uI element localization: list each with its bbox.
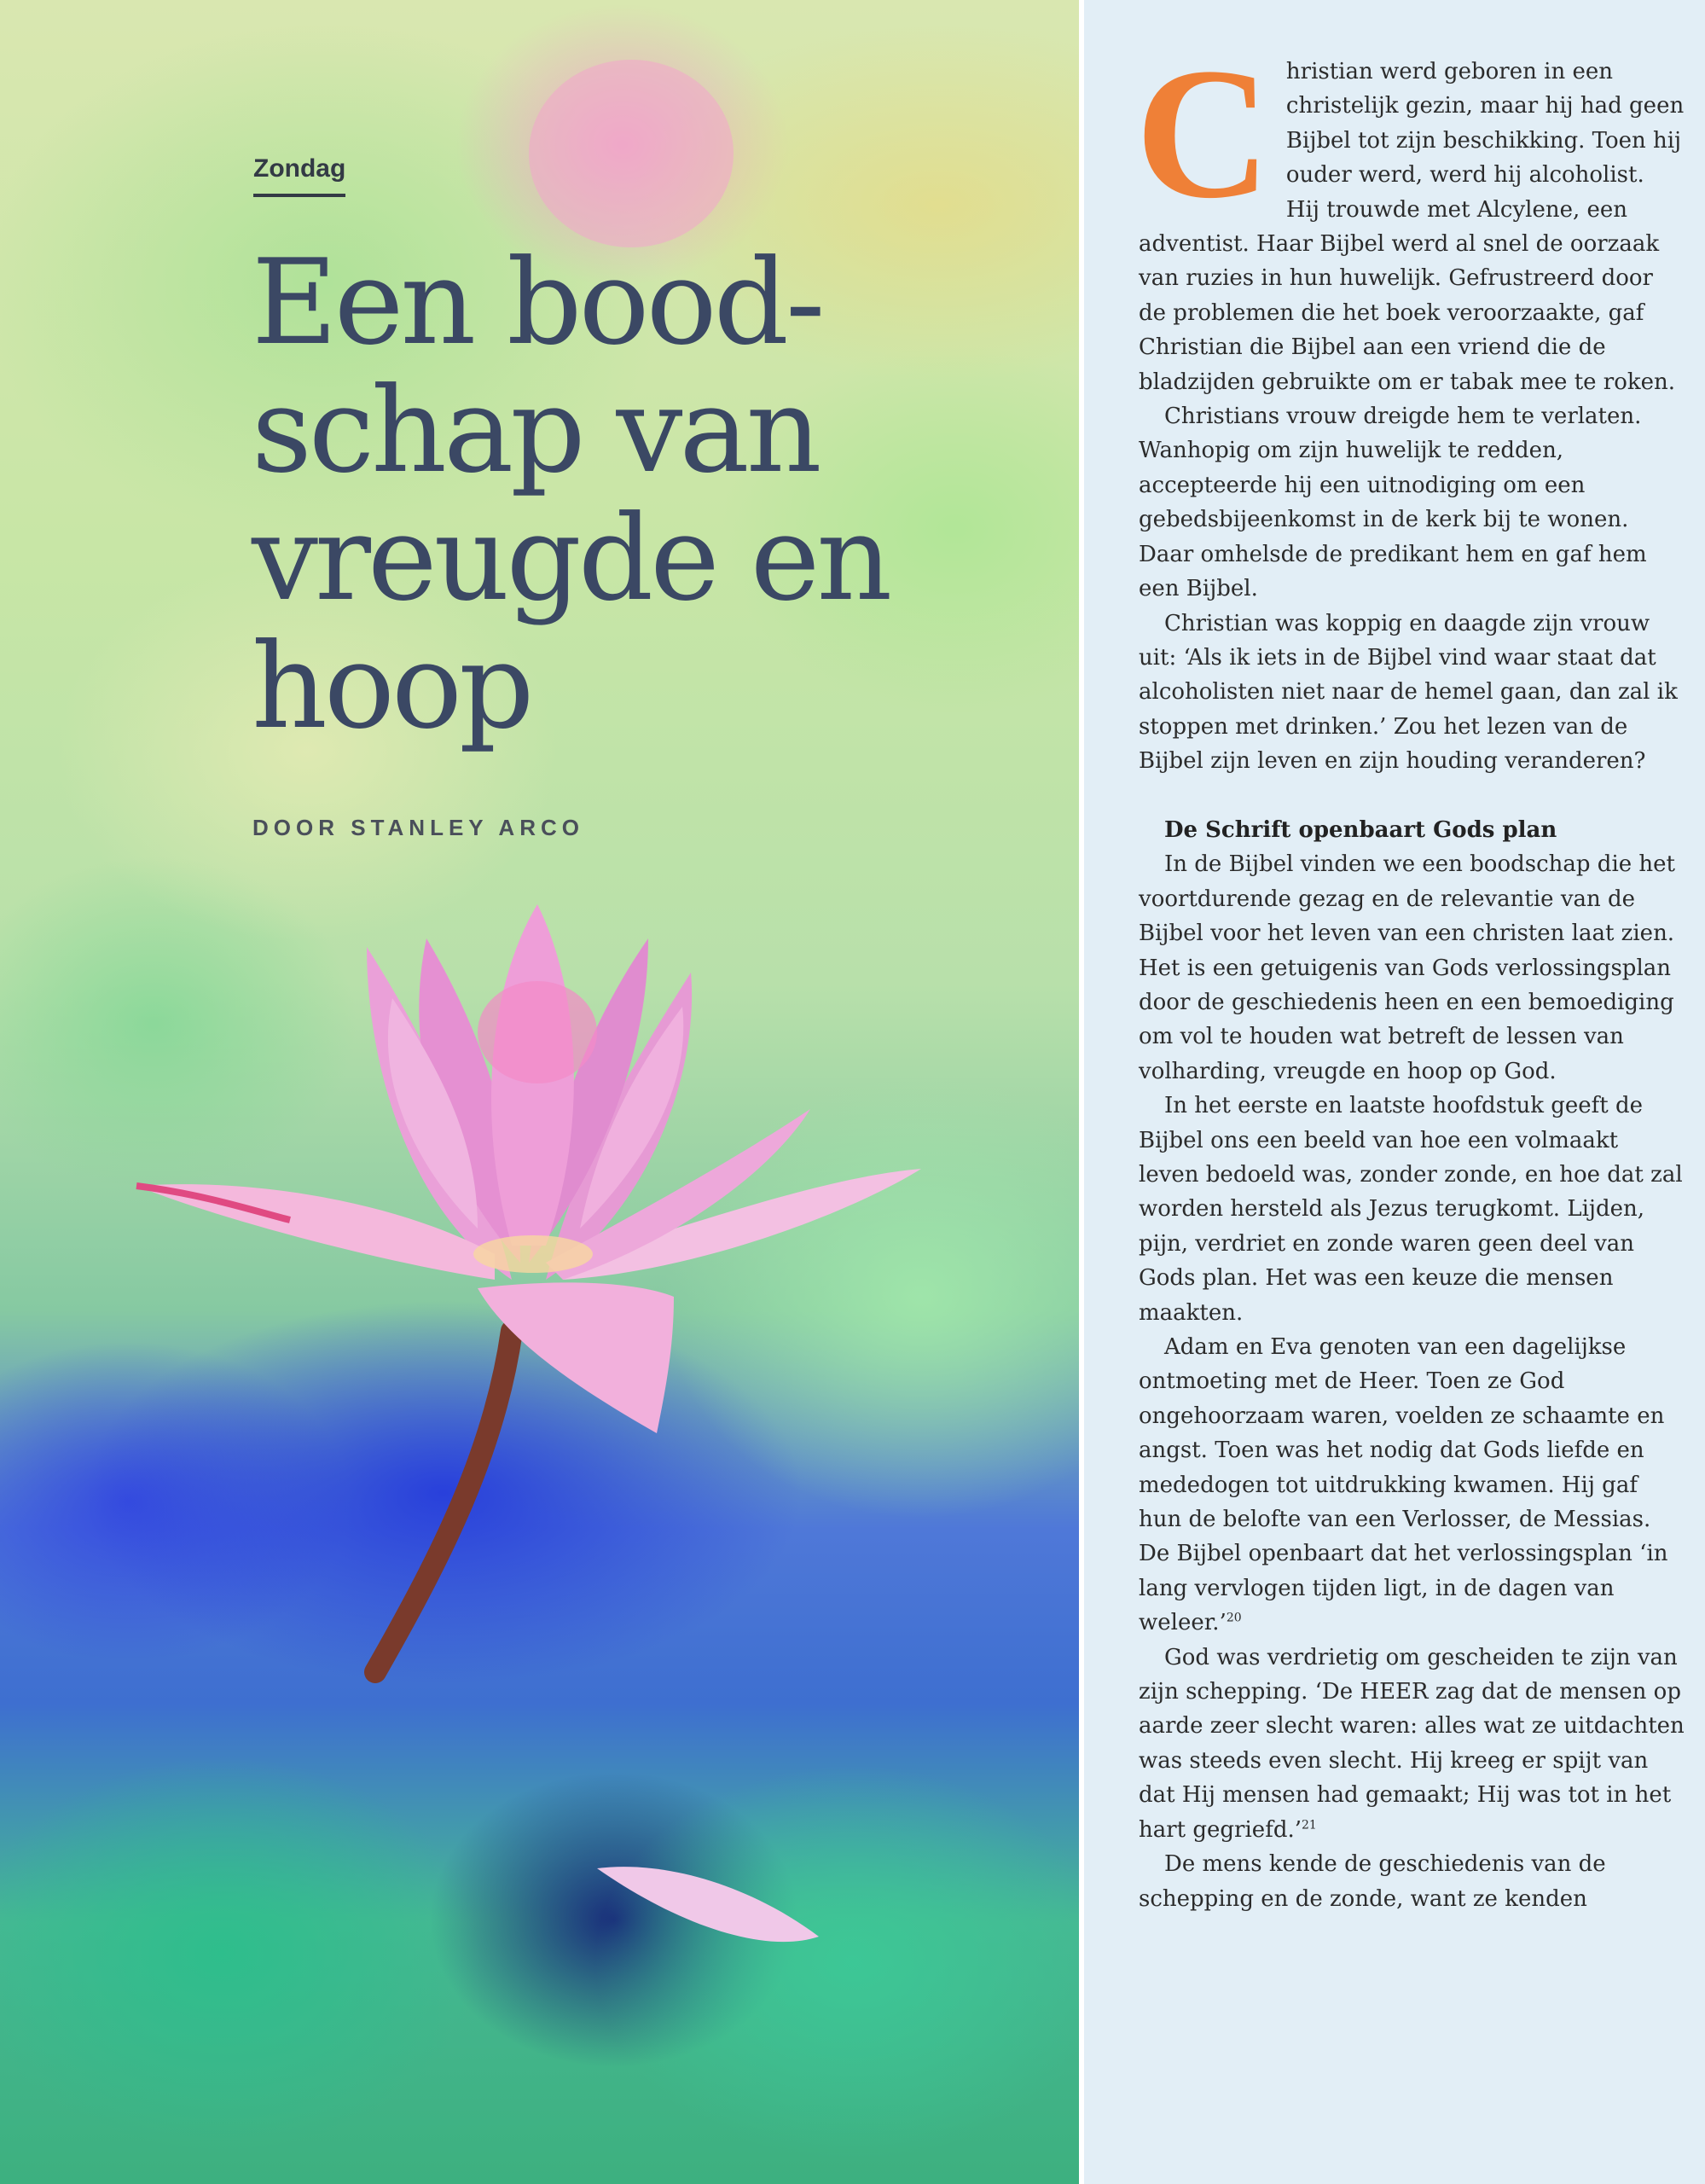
- article-paragraph: In het eerste en laatste hoofdstuk geeft de Bijbel ons een beeld van hoe een volmaakt leven bedoeld was, zonder zonde, en hoe dat zal worden hersteld als Jezus terugkomt. Lijden, pijn, verdriet en zonde waren geen deel van Gods plan. Het was een keuze die mensen maakten.: [1139, 1093, 1683, 1326]
- article-body: [1135, 29, 1685, 1916]
- headline-line: hoop: [252, 618, 531, 755]
- article-paragraph: De mens kende de geschiedenis van de schepping en de zonde, want ze kenden: [1139, 1851, 1606, 1912]
- headline-line: Een bood-: [252, 234, 822, 371]
- article-paragraph: hristian werd geboren in een christelijk gezin, maar hij had geen Bijbel tot zijn beschikking. Toen hij ouder werd, werd hij alcoholist. Hij trouwde met Alcylene, een adventist. Haar Bijbel werd al snel de oorzaak van ruzies in hun huwelijk. Gefrustreerd door de problemen die het boek veroorzaakte, gaf Christian die Bijbel aan een vriend die de bladzijden gebruikte om er tabak mee te roken.: [1139, 59, 1685, 395]
- paragraph-text: God was verdrietig om gescheiden te zijn van zijn schepping. ‘De HEER zag dat de mensen op aarde zeer slecht waren: alles wat ze uitdachten was steeds even slecht. Hij kreeg er spijt van dat Hij mensen had gemaakt; Hij was tot in het hart gegriefd.’: [1139, 1644, 1685, 1843]
- drop-cap: C: [1135, 29, 1271, 237]
- footnote-marker: 20: [1226, 1611, 1242, 1625]
- article-subheading: De Schrift openbaart Gods plan: [1164, 816, 1557, 843]
- article-paragraph: [1139, 1330, 1685, 1641]
- article-paragraph: [1139, 1641, 1685, 1847]
- article-column: [1084, 0, 1705, 2184]
- headline-line: schap van: [252, 362, 819, 499]
- section-label: Zondag: [253, 156, 345, 197]
- footnote-marker: 21: [1302, 1818, 1317, 1833]
- article-paragraph: Christian was koppig en daagde zijn vrouw uit: ‘Als ik iets in de Bijbel vind waar staat dat alcoholisten niet naar de hemel gaan, dan zal ik stoppen met drinken.’ Zou het lezen van de Bijbel zijn leven en zijn houding veranderen?: [1139, 610, 1678, 775]
- headline-line: vreugde en: [252, 490, 890, 627]
- article-headline: [252, 234, 934, 755]
- article-paragraph: In de Bijbel vinden we een boodschap die het voortdurende gezag en de relevantie van de Bijbel voor het leven van een christen laat zien. Het is een getuigenis van Gods verlossingsplan door de geschiedenis heen en een bemoediging om vol te houden wat betreft de lessen van volharding, vreugde en hoop op God.: [1139, 851, 1675, 1084]
- paragraph-text: Adam en Eva genoten van een dagelijkse ontmoeting met de Heer. Toen ze God ongehoorzaam waren, voelden ze schaamte en angst. Toen was het nodig dat Gods liefde en mededogen tot uitdrukking kwamen. Hij gaf hun de belofte van een Verlosser, de Messias. De Bijbel openbaart dat het verlossingsplan ‘in lang vervlogen tijden ligt, in de dagen van weleer.’: [1139, 1334, 1668, 1636]
- author-byline: DOOR STANLEY ARCO: [252, 815, 584, 840]
- article-paragraph: Christians vrouw dreigde hem te verlaten. Wanhopig om zijn huwelijk te redden, accepteerde hij een uitnodiging om een gebedsbijeenkomst in de kerk bij te wonen. Daar omhelsde de predikant hem en gaf hem een Bijbel.: [1139, 404, 1647, 602]
